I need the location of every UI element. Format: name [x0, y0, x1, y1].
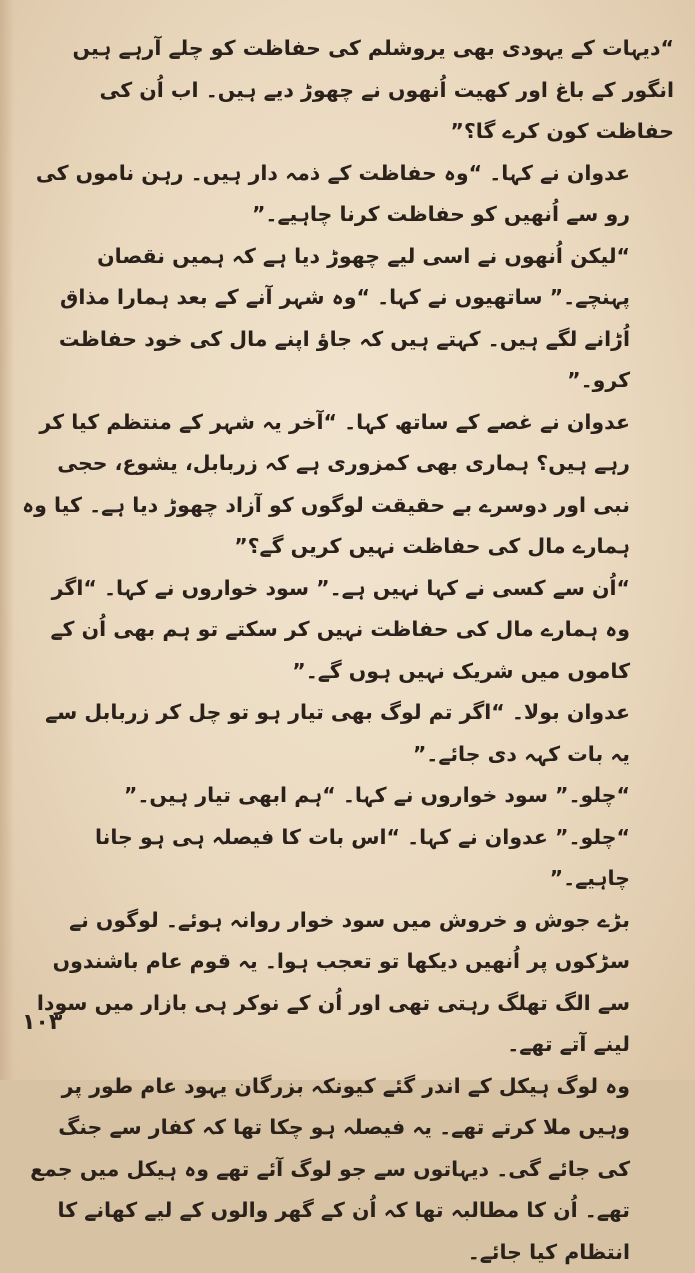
- page-body-text: [22, 28, 674, 1273]
- paragraph-4: عدوان نے غصے کے ساتھ کہا۔ “آخر یہ شہر کے منتظم کیا کر رہے ہیں؟ ہماری بھی کمزوری ہے کہ زربابل، یشوع، حجی نبی اور دوسرے بے حقیقت لوگوں کو آزاد چھوڑ دیا ہے۔ کیا وہ ہمارے مال کی حفاظت نہیں کریں گے؟”: [22, 402, 674, 568]
- paragraph-2: عدوان نے کہا۔ “وہ حفاظت کے ذمہ دار ہیں۔ رہن ناموں کی رو سے اُنھیں کو حفاظت کرنا چاہیے۔”: [22, 153, 674, 236]
- paragraph-10: وہ لوگ ہیکل کے اندر گئے کیونکہ بزرگان یہود عام طور پر وہیں ملا کرتے تھے۔ یہ فیصلہ ہو چکا تھا کہ کفار سے جنگ کی جائے گی۔ دیہاتوں سے جو لوگ آئے تھے وہ ہیکل میں جمع تھے۔ اُن کا مطالبہ تھا کہ اُن کے گھر والوں کے لیے کھانے کا انتظام کیا جائے۔: [22, 1066, 674, 1273]
- paragraph-9: بڑے جوش و خروش میں سود خوار روانہ ہوئے۔ لوگوں نے سڑکوں پر اُنھیں دیکھا تو تعجب ہوا۔ یہ قوم عام باشندوں سے الگ تھلگ رہتی تھی اور اُن کے نوکر ہی بازار میں سودا لینے آتے تھے۔: [22, 900, 674, 1066]
- paragraph-8: “چلو۔” عدوان نے کہا۔ “اس بات کا فیصلہ ہی ہو جانا چاہیے۔”: [22, 817, 674, 900]
- paragraph-7: “چلو۔” سود خواروں نے کہا۔ “ہم ابھی تیار ہیں۔”: [22, 775, 674, 817]
- page-fold-shadow: [0, 0, 14, 1080]
- paragraph-6: عدوان بولا۔ “اگر تم لوگ بھی تیار ہو تو چل کر زربابل سے یہ بات کہہ دی جائے۔”: [22, 692, 674, 775]
- page-number: ۱۰۳: [22, 1010, 62, 1035]
- paragraph-1: “دیہات کے یہودی بھی یروشلم کی حفاظت کو چلے آرہے ہیں انگور کے باغ اور کھیت اُنھوں نے چھوڑ دیے ہیں۔ اب اُن کی حفاظت کون کرے گا؟”: [22, 28, 674, 153]
- paragraph-3: “لیکن اُنھوں نے اسی لیے چھوڑ دیا ہے کہ ہمیں نقصان پہنچے۔” ساتھیوں نے کہا۔ “وہ شہر آنے کے بعد ہمارا مذاق اُڑانے لگے ہیں۔ کہتے ہیں کہ جاؤ اپنے مال کی خود حفاظت کرو۔”: [22, 236, 674, 402]
- paragraph-5: “اُن سے کسی نے کہا نہیں ہے۔” سود خواروں نے کہا۔ “اگر وہ ہمارے مال کی حفاظت نہیں کر سکتے تو ہم بھی اُن کے کاموں میں شریک نہیں ہوں گے۔”: [22, 568, 674, 693]
